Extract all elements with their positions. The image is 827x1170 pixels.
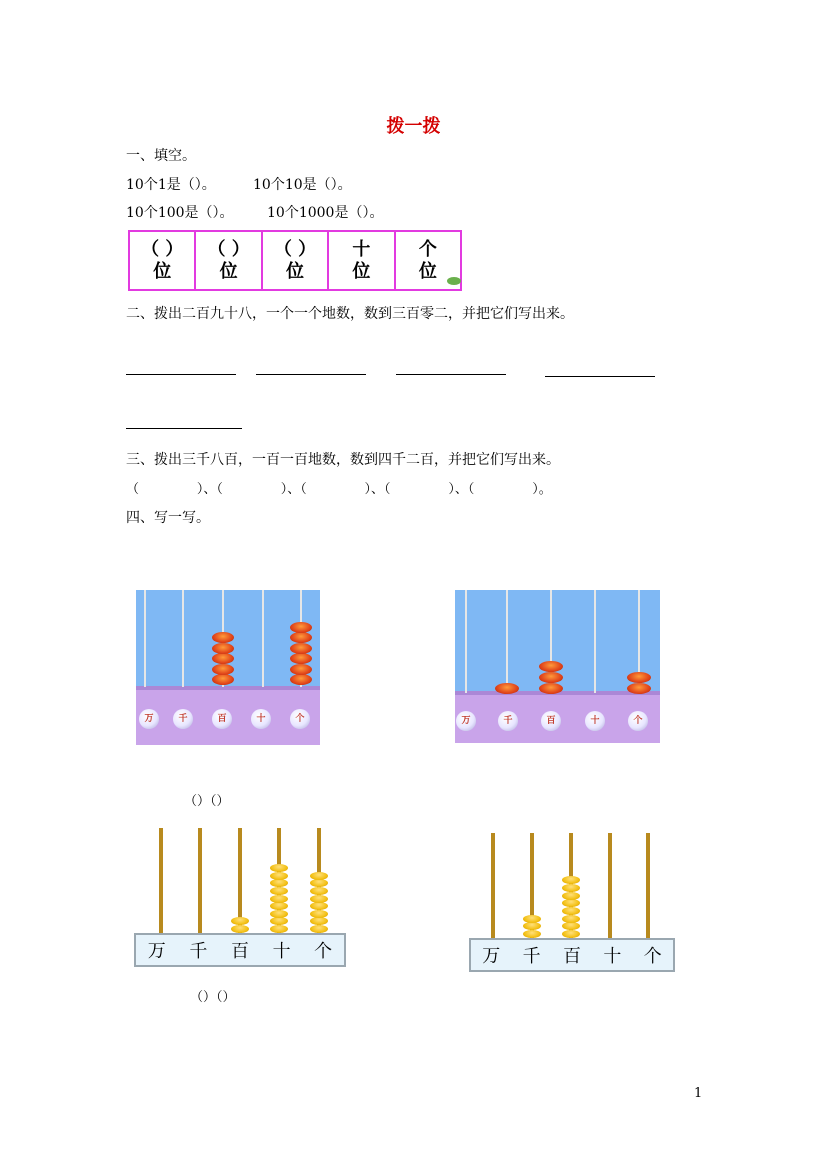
abacus-bead [212,664,234,675]
abacus-label: 万 [456,711,476,731]
abacus-label: 千 [189,941,208,962]
place-cell [329,232,395,289]
abacus-bead [270,864,288,872]
abacus-bead [562,922,580,930]
place-cell-top: 个 [418,238,437,260]
abacus-bead [523,915,541,923]
abacus-label: 十 [272,941,291,962]
abacus-bead [310,879,328,887]
abacus-bead [310,895,328,903]
abacus-bead [290,674,312,685]
abacus-base [469,938,675,972]
abacus-bead [270,917,288,925]
question-2a: 10个100是（）。 [126,205,234,221]
abacus-picture-a [136,590,320,745]
abacus-bead [290,653,312,664]
place-value-table [128,230,462,291]
abacus-label: 个 [290,709,310,729]
abacus-label: 十 [251,709,271,729]
section3-heading: 三、拨出三千八百，一百一百地数，数到四千二百，并把它们写出来。 [126,452,560,468]
abacus-label: 百 [541,711,561,731]
place-cell-bottom: 位 [286,260,305,282]
abacus-picture-d [469,833,675,973]
place-cell-top: 十 [352,238,371,260]
abacus-label: 个 [628,711,648,731]
question-1b: 10个10是（）。 [253,177,352,193]
answer-caption-2[interactable]: （）（） [190,990,236,1005]
abacus-bead [562,907,580,915]
abacus-bead [562,915,580,923]
abacus-label: 万 [147,941,166,962]
abacus-bead [495,683,519,694]
place-cell-top: （ ） [273,238,317,260]
abacus-label: 十 [603,946,622,967]
place-cell-bottom: 位 [352,260,371,282]
abacus-bead [212,632,234,643]
abacus-bead [270,879,288,887]
abacus-bead [212,643,234,654]
abacus-rod [182,590,184,687]
section4-heading: 四、写一写。 [126,510,210,526]
abacus-bead [627,672,651,683]
leaf-decoration [447,277,461,285]
abacus-rod [262,590,264,687]
abacus-rod [198,828,202,936]
abacus-bead [523,922,541,930]
abacus-rod [506,590,508,693]
abacus-rail [136,686,320,690]
section2-heading: 二、拨出二百九十八，一个一个地数，数到三百零二，并把它们写出来。 [126,306,574,322]
abacus-bead [290,664,312,675]
abacus-label: 万 [482,946,501,967]
abacus-picture-c [134,828,346,968]
abacus-rod [646,833,650,941]
place-cell-bottom: 位 [219,260,238,282]
place-cell [130,232,196,289]
abacus-bead [212,674,234,685]
place-cell-bottom: 位 [418,260,437,282]
abacus-label: 万 [139,709,159,729]
abacus-bead [562,884,580,892]
place-cell [263,232,329,289]
abacus-bead [310,917,328,925]
abacus-base [134,933,346,967]
abacus-label: 个 [314,941,333,962]
section3-answers[interactable]: （ ）、（ ）、（ ）、（ ）、（ ）。 [126,482,552,497]
abacus-label: 千 [173,709,193,729]
abacus-bead [310,887,328,895]
abacus-bead [310,925,328,933]
abacus-label: 千 [522,946,541,967]
place-cell [196,232,262,289]
abacus-bead [523,930,541,938]
abacus-bead [270,872,288,880]
page-title: 拨一拨 [386,116,441,137]
abacus-bead [562,899,580,907]
abacus-bead [270,910,288,918]
question-2b: 10个1000是（）。 [267,205,384,221]
abacus-bead [562,930,580,938]
section1-heading: 一、填空。 [126,148,196,164]
place-cell-top: （ ） [207,238,250,260]
abacus-bead [310,910,328,918]
abacus-label: 十 [585,711,605,731]
abacus-bead [539,672,563,683]
abacus-label: 百 [562,946,581,967]
abacus-label: 百 [230,941,249,962]
answer-blank[interactable] [396,374,506,375]
abacus-bead [562,876,580,884]
abacus-rod [608,833,612,941]
answer-blank[interactable] [126,374,236,375]
abacus-bead [212,653,234,664]
abacus-rod [594,590,596,693]
abacus-bead [310,872,328,880]
abacus-bead [231,925,249,933]
answer-blank[interactable] [126,428,242,429]
question-1a: 10个1是（）。 [126,177,216,193]
page-number: 1 [694,1086,703,1101]
abacus-bead [270,925,288,933]
answer-blank[interactable] [256,374,366,375]
answer-blank[interactable] [545,376,655,377]
abacus-bead [562,892,580,900]
abacus-rod [159,828,163,936]
abacus-bead [270,895,288,903]
abacus-bead [290,632,312,643]
place-cell-top: （ ） [141,238,184,260]
abacus-bead [539,661,563,672]
abacus-bead [270,887,288,895]
abacus-label: 千 [498,711,518,731]
abacus-rod [144,590,146,687]
abacus-label: 个 [643,946,662,967]
abacus-rod [491,833,495,941]
abacus-bead [627,683,651,694]
abacus-rod [465,590,467,693]
abacus-bead [231,917,249,925]
abacus-bead [270,902,288,910]
abacus-bead [539,683,563,694]
abacus-label: 百 [212,709,232,729]
abacus-picture-b [455,590,660,743]
place-cell-bottom: 位 [153,260,172,282]
abacus-bead [290,643,312,654]
abacus-bead [290,622,312,633]
answer-caption-1[interactable]: （）（） [184,794,230,809]
abacus-bead [310,902,328,910]
